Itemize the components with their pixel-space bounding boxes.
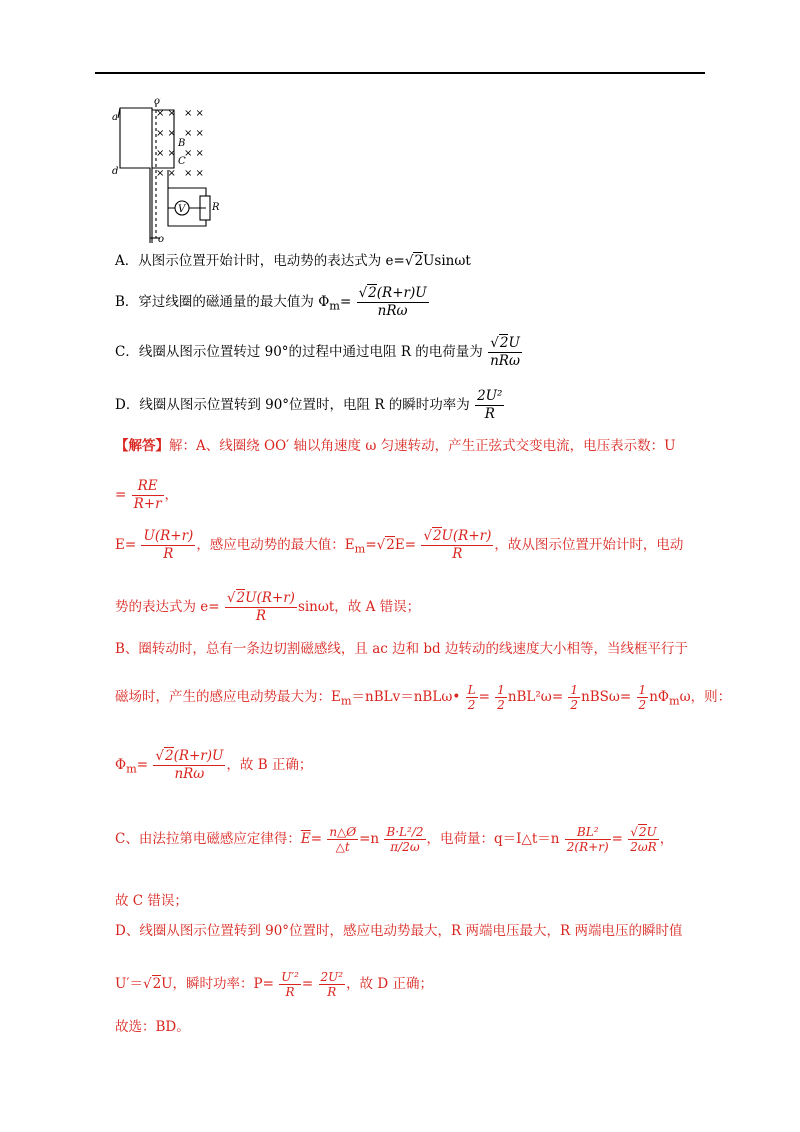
label-voltmeter: V (178, 204, 186, 215)
answer-tag: 【解答】 (115, 438, 169, 454)
answer-line-4: 势的表达式为 e= $\frac{√2U(R+r)}{R}$ sinωt，故 A 错误； (115, 590, 421, 624)
header-rule (95, 72, 705, 74)
circuit-diagram (112, 98, 222, 243)
answer-line-8: C、由法拉第电磁感应定律得：$\overline{E}=$ $\frac{n\triangle Ø}{\triangle t}$ =n $\frac{\text{B·L²/2}}{\pi/2\omega}$ ，电荷量：q＝I△t＝n $\frac{\text{BL²}}{2(R+r)}$ = $\frac{√2U}{2\omega R}$ ， (115, 825, 674, 854)
label-c: C (178, 156, 186, 167)
option-d: D．线圈从图示位置转到 90°位置时，电阻 R 的瞬时功率为 $\frac{\text{2U²}}{R}$ (115, 388, 503, 422)
svg-text:× ×: × × (184, 108, 204, 119)
svg-text:× ×: × × (156, 148, 176, 159)
option-a: A．从图示位置开始计时，电动势的表达式为 e=√2Usinωt (115, 253, 471, 269)
label-b: B (178, 138, 186, 149)
answer-line-12: 故选：BD。 (115, 1019, 190, 1035)
answer-line-6: 磁场时，产生的感应电动势最大为：$E_m=nBLv=nBL\omega•$ $\frac{L}{2}$ = $\frac{1}{2}$ nBL²ω= $\frac{1}{2}$ nBSω= $\frac{1}{2}$ $n\Phi_m\omega$，则： (115, 683, 732, 712)
label-o-bottom: o (158, 234, 165, 243)
label-o-top: o′ (154, 98, 163, 107)
svg-text:× ×: × × (156, 108, 176, 119)
option-c: C．线圈从图示位置转过 90°的过程中通过电阻 R 的电荷量为 $\frac{√2U}{\text{nRω}}$ (115, 335, 520, 369)
option-b: B．穿过线圈的磁通量的最大值为 $\Phi_m=$ $\frac{√2(R+r)U}{\text{nRω}}$ (115, 285, 427, 319)
answer-line-7: $\Phi_m=$ $\frac{√2(R+r)U}{\text{nRω}}$ ，故 B 正确； (115, 748, 313, 782)
svg-text:× ×: × × (156, 168, 176, 179)
svg-text:× ×: × × (156, 128, 176, 139)
answer-line-1: 【解答】解：A、线圈绕 OO′ 轴以角速度 ω 匀速转动，产生正弦式交变电流，电压表示数：U (115, 438, 676, 454)
svg-text:× ×: × × (184, 128, 204, 139)
answer-line-11: U′＝√2U，瞬时功率：P= $\frac{\text{U′²}}{R}$ = $\frac{\text{2U²}}{R}$ ，故 D 正确； (115, 970, 433, 999)
answer-line-2: = $\frac{RE}{R+r}$ ， (115, 478, 179, 512)
answer-line-10: D、线圈从图示位置转到 90°位置时，感应电动势最大，R 两端电压最大，R 两端电压的瞬时值 (115, 923, 683, 939)
answer-line-9: 故 C 错误； (115, 893, 188, 909)
svg-text:× ×: × × (184, 168, 204, 179)
svg-text:× ×: × × (184, 148, 204, 159)
label-resistor: R (212, 202, 220, 213)
answer-line-5: B、圈转动时，总有一条边切割磁感线，且 ac 边和 bd 边转动的线速度大小相等，当线框平行于 (115, 641, 688, 657)
answer-line-3: E= $\frac{U(R+r)}{R}$ ，感应电动势的最大值：$E_m=√2E=$ $\frac{√2U(R+r)}{R}$ ，故从图示位置开始计时，电动 (115, 528, 684, 562)
label-a: a (112, 112, 118, 123)
label-d: d (112, 166, 119, 177)
